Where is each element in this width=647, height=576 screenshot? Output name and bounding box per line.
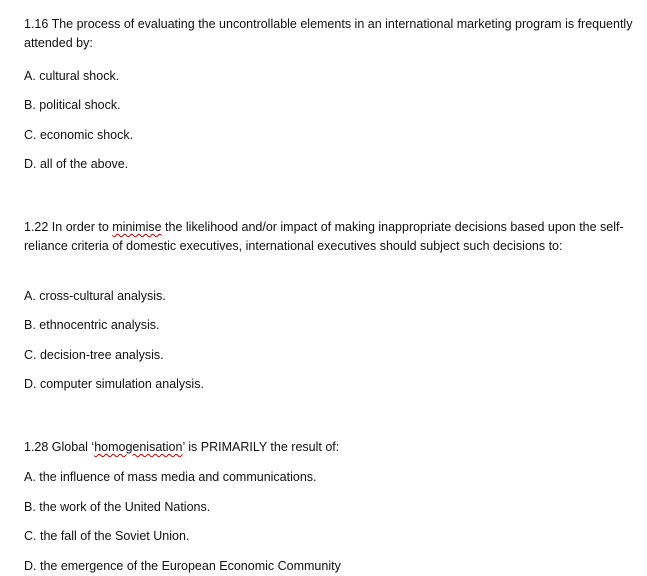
question-1-22-option-b: B. ethnocentric analysis. — [24, 318, 160, 332]
question-1-28-option-b: B. the work of the United Nations. — [24, 500, 211, 514]
question-1-16-option-d: D. all of the above. — [24, 157, 129, 171]
spellcheck-flagged-word[interactable]: homogenisation — [94, 440, 183, 454]
question-1-28-option-d: D. the emergence of the European Economic Community — [24, 559, 341, 573]
question-1-22-text — [24, 218, 634, 256]
question-1-22-option-c: C. decision-tree analysis. — [24, 348, 164, 362]
question-1-16-option-a: A. cultural shock. — [24, 69, 120, 83]
question-1-22-text-before: 1.22 In order to — [24, 220, 113, 234]
spellcheck-flagged-word[interactable]: minimise — [112, 220, 162, 234]
question-1-22-option-d: D. computer simulation analysis. — [24, 377, 204, 391]
question-1-28-text — [24, 438, 634, 457]
question-1-28-text-before: 1.28 Global ‘ — [24, 440, 95, 454]
question-1-22-text-after: the likelihood and/or impact of making inappropriate decisions based upon the self-reliance criteria of domestic executives, international executives should subject such decisions to: — [24, 220, 624, 253]
question-1-16-text: 1.16 The process of evaluating the uncontrollable elements in an international marketing program is frequently attended by: — [24, 17, 633, 50]
question-1-28-option-c: C. the fall of the Soviet Union. — [24, 529, 190, 543]
question-1-28-text-after: ’ is PRIMARILY the result of: — [182, 440, 340, 454]
question-1-16-option-c: C. economic shock. — [24, 128, 134, 142]
question-1-22-option-a: A. cross-cultural analysis. — [24, 289, 166, 303]
question-1-16-option-b: B. political shock. — [24, 98, 121, 112]
question-1-28-option-a: A. the influence of mass media and communications. — [24, 470, 317, 484]
